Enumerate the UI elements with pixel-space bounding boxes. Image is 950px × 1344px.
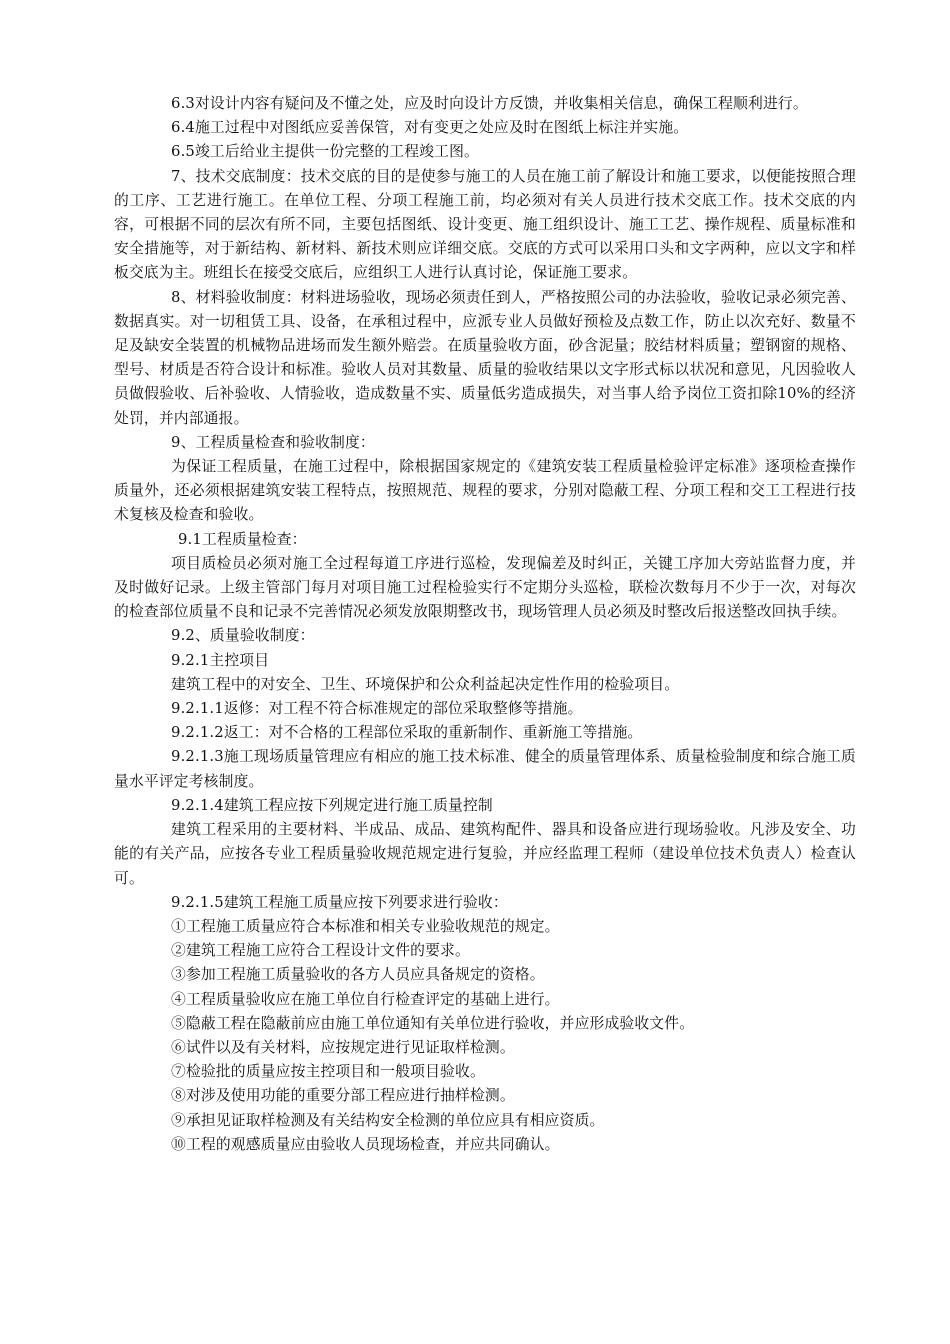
paragraph-6-5: 6.5竣工后给业主提供一份完整的工程竣工图。 [171, 143, 479, 161]
heading-9-1: 9.1工程质量检查： [178, 530, 307, 548]
paragraph-7-technical-briefing: 7、技术交底制度：技术交底的目的是使参与施工的人员在施工前了解设计和施工要求，以便能按照合理的工序、工艺进行施工。在单位工程、分项工程施工前，均必须对有关人员进行技术交底工作。技术交底的内容，可根据不同的层次有所不同，主要包括图纸、设计变更、施工组织设计、施工工艺、操作规程、质量标准和安全措施等，对于新结构、新材料、新技术则应详细交底。交底的方式可以采用口头和文字两种，应以文字和样板交底为主。班组长在接受交底后，应组织工人进行认真讨论，保证施工要求。 [114, 167, 856, 282]
paragraph-9-2-1-4-body: 建筑工程采用的主要材料、半成品、成品、建筑构配件、器具和设备应进行现场验收。凡涉及安全、功能的有关产品，应按各专业工程质量验收规范规定进行复验，并应经监理工程师（建设单位技术负责人）检查认可。 [114, 821, 856, 887]
paragraph-8-material-acceptance: 8、材料验收制度：材料进场验收，现场必须责任到人，严格按照公司的办法验收，验收记录必须完善、数据真实。对一切租赁工具、设备，在承租过程中，应派专业人员做好预检及点数工作，防止以次充好、数量不足及缺安全装置的机械物品进场而发生额外赔尝。在质量验收方面，砂含泥量；胶结材料质量；塑钢窗的规格、型号、材质是否符合设计和标准。验收人员对其数量、质量的验收结果以文字形式标以状况和意见，凡因验收人员做假验收、后补验收、人情验收，造成数量不实、质量低劣造成损失，对当事人给予岗位工资扣除10%的经济处罚，并内部通报。 [114, 288, 856, 427]
paragraph-9-1-body: 项目质检员必须对施工全过程每道工序进行巡检，发现偏差及时纠正，关键工序加大旁站监督力度，并及时做好记录。上级主管部门每月对项目施工过程检验实行不定期分头巡检，联检次数每月不少于一次，对每次的检查部位质量不良和记录不完善情况必须发放限期整改书，现场管理人员必须及时整改后报送整改回执手续。 [114, 554, 856, 621]
list-item-2: ②建筑工程施工应符合工程设计文件的要求。 [171, 942, 470, 960]
paragraph-9-2-1-3: 9.2.1.3施工现场质量管理应有相应的施工技术标准、健全的质量管理体系、质量检验制度和综合施工质量水平评定考核制度。 [114, 748, 856, 790]
list-item-10: ⑩工程的观感质量应由验收人员现场检查，并应共同确认。 [171, 1135, 560, 1153]
list-item-4: ④工程质量验收应在施工单位自行检查评定的基础上进行。 [171, 990, 560, 1008]
document-body [114, 92, 856, 1157]
heading-9-quality-inspection: 9、工程质量检查和验收制度： [171, 433, 375, 451]
heading-9-2: 9.2、质量验收制度： [171, 627, 315, 645]
list-item-7: ⑦检验批的质量应按主控项目和一般项目验收。 [171, 1063, 485, 1081]
paragraph-9-2-1-4: 9.2.1.4建筑工程应按下列规定进行施工质量控制 [171, 796, 493, 814]
list-item-6: ⑥试件以及有关材料，应按规定进行见证取样检测。 [171, 1038, 515, 1056]
heading-9-2-1: 9.2.1主控项目 [171, 651, 270, 669]
list-item-3: ③参加工程施工质量验收的各方人员应具备规定的资格。 [171, 966, 545, 984]
paragraph-9-2-1-2: 9.2.1.2返工：对不合格的工程部位采取的重新制作、重新施工等措施。 [171, 724, 643, 742]
paragraph-9-2-1-body: 建筑工程中的对安全、卫生、环境保护和公众利益起决定性作用的检验项目。 [171, 675, 680, 693]
list-item-5: ⑤隐蔽工程在隐蔽前应由施工单位通知有关单位进行验收，并应形成验收文件。 [171, 1014, 695, 1032]
paragraph-6-4: 6.4施工过程中对图纸应妥善保管，对有变更之处应及时在图纸上标注并实施。 [171, 119, 689, 137]
paragraph-9-intro: 为保证工程质量，在施工过程中，除根据国家规定的《建筑安装工程质量检验评定标准》逐项检查操作质量外，还必须根据建筑安装工程特点，按照规范、规程的要求，分别对隐蔽工程、分项工程和交工工程进行技术复核及检查和验收。 [114, 458, 856, 524]
paragraph-9-2-1-5: 9.2.1.5建筑工程施工质量应按下列要求进行验收： [171, 893, 508, 911]
list-item-8: ⑧对涉及使用功能的重要分部工程应进行抽样检测。 [171, 1087, 515, 1105]
list-item-1: ①工程施工质量应符合本标准和相关专业验收规范的规定。 [171, 917, 560, 935]
paragraph-9-2-1-1: 9.2.1.1返修：对工程不符合标准规定的部位采取整修等措施。 [171, 700, 583, 718]
list-item-9: ⑨承担见证取样检测及有关结构安全检测的单位应具有相应资质。 [171, 1111, 605, 1129]
paragraph-6-3: 6.3对设计内容有疑问及不懂之处，应及时向设计方反馈，并收集相关信息，确保工程顺利进行。 [171, 95, 808, 112]
